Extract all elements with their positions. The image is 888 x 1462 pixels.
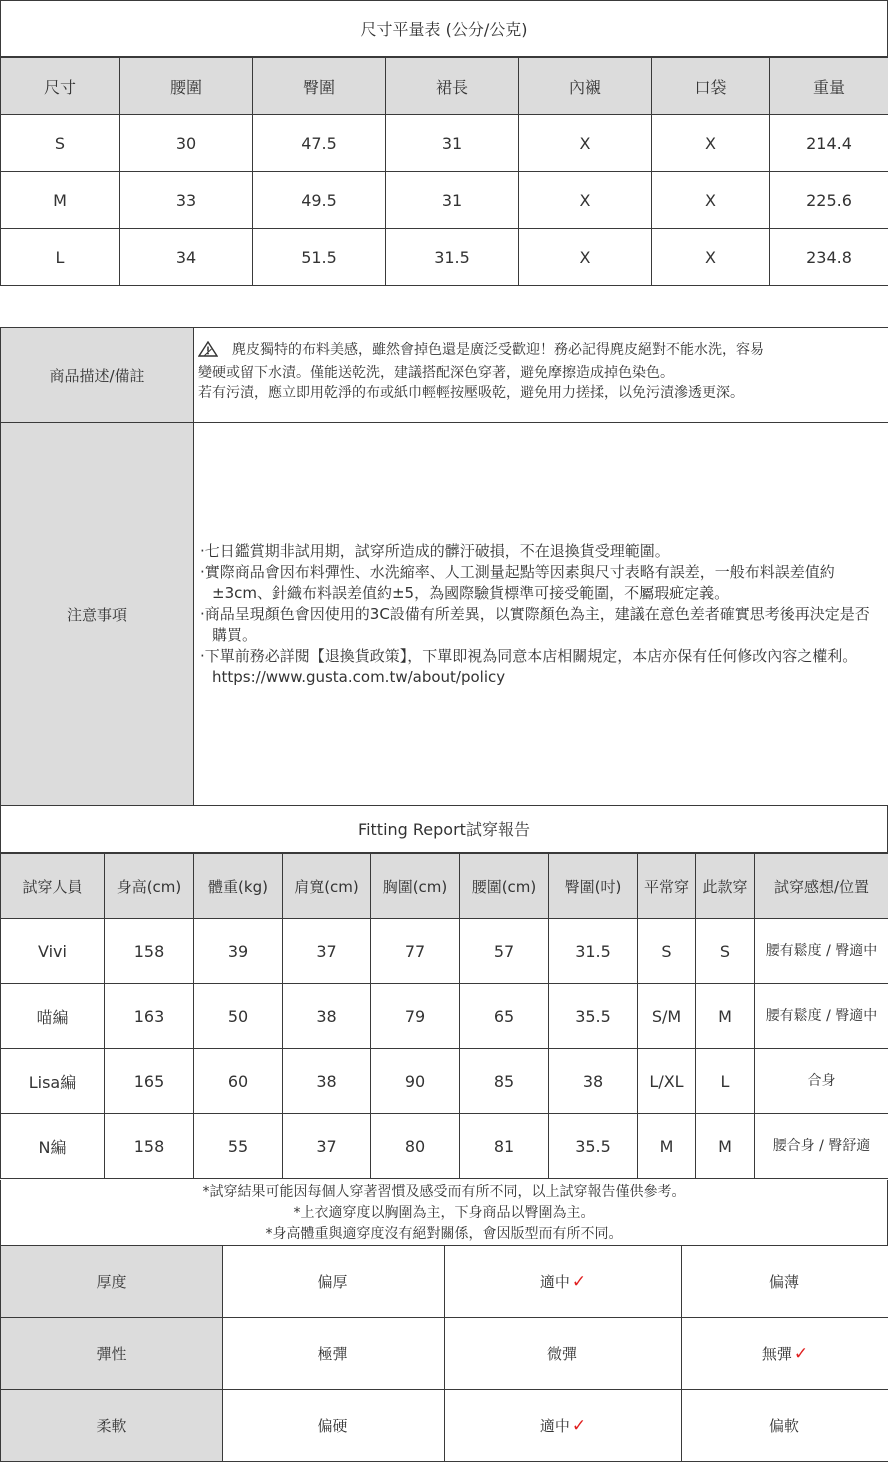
size-cell: X: [519, 115, 652, 172]
fitting-report-title: Fitting Report試穿報告: [0, 805, 888, 853]
warning-triangle-icon: [198, 341, 220, 363]
fitting-cell: 158: [105, 919, 194, 984]
notes-item: ·七日鑑賞期非試用期，試穿所造成的髒汙破損，不在退換貨受理範圍。: [200, 541, 670, 560]
fitting-cell: S: [696, 919, 755, 984]
description-row: [1, 328, 888, 423]
size-cell: 31: [386, 115, 519, 172]
fitting-cell: 77: [371, 919, 460, 984]
fitting-cell: L/XL: [638, 1049, 696, 1114]
size-table: [0, 0, 888, 286]
fabric-option: 適中 ✓: [445, 1390, 682, 1462]
fabric-label: 柔軟: [1, 1390, 223, 1462]
fitting-cell: L: [696, 1049, 755, 1114]
size-row: [1, 172, 888, 229]
fitting-row: [1, 984, 888, 1049]
check-icon: ✓: [571, 1272, 587, 1292]
description-line: 若有污漬，應立即用乾淨的布或紙巾輕輕按壓吸乾，避免用力搓揉，以免污漬滲透更深。: [198, 385, 744, 401]
fitting-cell: 158: [105, 1114, 194, 1179]
size-cell: 31: [386, 172, 519, 229]
fitting-cell: Vivi: [1, 919, 105, 984]
fitting-feedback: 合身: [755, 1049, 888, 1114]
notes-label: 注意事項: [1, 423, 194, 806]
fitting-cell: 81: [460, 1114, 549, 1179]
size-cell: X: [652, 115, 770, 172]
size-row: [1, 115, 888, 172]
fitting-cell: 165: [105, 1049, 194, 1114]
fabric-properties: [0, 1245, 888, 1462]
fabric-option: 偏軟: [682, 1390, 888, 1462]
size-cell: 47.5: [253, 115, 386, 172]
fitting-cell: 35.5: [549, 984, 638, 1049]
fabric-option: 無彈 ✓: [682, 1318, 888, 1390]
size-cell: 51.5: [253, 229, 386, 286]
size-header-row: [1, 58, 888, 115]
size-cell: X: [652, 229, 770, 286]
fitting-cell: 163: [105, 984, 194, 1049]
size-header-cell: 腰圍: [120, 58, 253, 115]
size-header-cell: 重量: [770, 58, 888, 115]
fabric-grid: [0, 1245, 888, 1462]
size-cell: S: [1, 115, 120, 172]
fitting-header-cell: 身高(cm): [105, 854, 194, 919]
product-info-block: [0, 327, 888, 806]
notes-item: ·下單前務必詳閱【退換貨政策】，下單即視為同意本店相關規定，本店亦保有任何修改內容之權利。https://www.gusta.com.tw/about/policy: [200, 646, 858, 686]
fabric-option: 偏厚: [223, 1246, 445, 1318]
fitting-header-cell: 胸圍(cm): [371, 854, 460, 919]
fabric-row: [1, 1390, 888, 1462]
fitting-cell: M: [696, 984, 755, 1049]
fitting-cell: S: [638, 919, 696, 984]
description-text: [194, 328, 888, 423]
fitting-footnote: *上衣適穿度以胸圍為主，下身商品以臀圍為主。: [293, 1205, 595, 1221]
size-row: [1, 229, 888, 286]
fitting-cell: Lisa編: [1, 1049, 105, 1114]
size-cell: 214.4: [770, 115, 888, 172]
notes-row: [1, 423, 888, 806]
size-cell: X: [519, 229, 652, 286]
product-info-table: [0, 327, 888, 806]
fitting-cell: 90: [371, 1049, 460, 1114]
fitting-cell: N編: [1, 1114, 105, 1179]
fitting-cell: M: [696, 1114, 755, 1179]
fitting-feedback: 腰有鬆度 / 臀適中: [755, 919, 888, 984]
fitting-cell: 65: [460, 984, 549, 1049]
fabric-option: 適中 ✓: [445, 1246, 682, 1318]
size-header-cell: 裙長: [386, 58, 519, 115]
fitting-row: [1, 1049, 888, 1114]
fitting-cell: 39: [194, 919, 283, 984]
notes-item: ·實際商品會因布料彈性、水洗縮率、人工測量起點等因素與尺寸表略有誤差，一般布料誤差值約±3cm、針織布料誤差值約±5，為國際驗貨標準可接受範圍，不屬瑕疵定義。: [200, 562, 835, 602]
fitting-header-cell: 平常穿: [638, 854, 696, 919]
fitting-header-row: [1, 854, 888, 919]
fitting-cell: 85: [460, 1049, 549, 1114]
fabric-option: 偏薄: [682, 1246, 888, 1318]
size-cell: 234.8: [770, 229, 888, 286]
fitting-header-cell: 體重(kg): [194, 854, 283, 919]
size-cell: 49.5: [253, 172, 386, 229]
size-cell: 33: [120, 172, 253, 229]
fitting-header-cell: 試穿人員: [1, 854, 105, 919]
fabric-label: 彈性: [1, 1318, 223, 1390]
fitting-grid: [0, 853, 888, 1179]
fitting-cell: 喵編: [1, 984, 105, 1049]
fitting-cell: 37: [283, 919, 371, 984]
check-icon: ✓: [793, 1344, 809, 1364]
fitting-row: [1, 1114, 888, 1179]
fitting-cell: M: [638, 1114, 696, 1179]
description-line: 變硬或留下水漬。僅能送乾洗，建議搭配深色穿著，避免摩擦造成掉色染色。: [198, 365, 674, 381]
size-header-cell: 臀圍: [253, 58, 386, 115]
fitting-report: [0, 805, 888, 1179]
fabric-row: [1, 1246, 888, 1318]
fabric-option: 微彈: [445, 1318, 682, 1390]
fitting-cell: 80: [371, 1114, 460, 1179]
size-cell: X: [519, 172, 652, 229]
size-header-cell: 尺寸: [1, 58, 120, 115]
fitting-footnotes: [0, 1180, 888, 1246]
fabric-option: 極彈: [223, 1318, 445, 1390]
fitting-header-cell: 臀圍(吋): [549, 854, 638, 919]
size-table-title: 尺寸平量表 (公分/公克): [0, 0, 888, 57]
fitting-cell: 37: [283, 1114, 371, 1179]
size-cell: L: [1, 229, 120, 286]
size-cell: 31.5: [386, 229, 519, 286]
fitting-header-cell: 試穿感想/位置: [755, 854, 888, 919]
fitting-cell: 57: [460, 919, 549, 984]
fabric-option: 偏硬: [223, 1390, 445, 1462]
check-icon: ✓: [571, 1416, 587, 1436]
size-cell: 34: [120, 229, 253, 286]
size-cell: 225.6: [770, 172, 888, 229]
fitting-cell: 31.5: [549, 919, 638, 984]
fitting-header-cell: 此款穿: [696, 854, 755, 919]
fitting-cell: 38: [283, 984, 371, 1049]
fitting-cell: 79: [371, 984, 460, 1049]
fitting-row: [1, 919, 888, 984]
notes-item: ·商品呈現顏色會因使用的3C設備有所差異，以實際顏色為主，建議在意色差者確實思考後再決定是否購買。: [200, 604, 870, 644]
description-line: 麂皮獨特的布料美感，雖然會掉色還是廣泛受歡迎！務必記得麂皮絕對不能水洗，容易: [232, 342, 764, 358]
fitting-footnote: *試穿結果可能因每個人穿著習慣及感受而有所不同，以上試穿報告僅供參考。: [202, 1184, 686, 1200]
size-cell: 30: [120, 115, 253, 172]
fitting-cell: 55: [194, 1114, 283, 1179]
fabric-row: [1, 1318, 888, 1390]
fabric-label: 厚度: [1, 1246, 223, 1318]
fitting-header-cell: 肩寬(cm): [283, 854, 371, 919]
fitting-cell: 50: [194, 984, 283, 1049]
size-grid: [0, 57, 888, 286]
fitting-cell: S/M: [638, 984, 696, 1049]
size-header-cell: 內襯: [519, 58, 652, 115]
size-cell: M: [1, 172, 120, 229]
fitting-feedback: 腰合身 / 臀舒適: [755, 1114, 888, 1179]
fitting-cell: 35.5: [549, 1114, 638, 1179]
fitting-cell: 38: [549, 1049, 638, 1114]
description-label: 商品描述/備註: [1, 328, 194, 423]
size-header-cell: 口袋: [652, 58, 770, 115]
notes-list: [194, 423, 888, 806]
fitting-footnote: *身高體重與適穿度沒有絕對關係，會因版型而有所不同。: [265, 1226, 623, 1242]
fitting-cell: 38: [283, 1049, 371, 1114]
fitting-feedback: 腰有鬆度 / 臀適中: [755, 984, 888, 1049]
fitting-header-cell: 腰圍(cm): [460, 854, 549, 919]
size-cell: X: [652, 172, 770, 229]
fitting-cell: 60: [194, 1049, 283, 1114]
